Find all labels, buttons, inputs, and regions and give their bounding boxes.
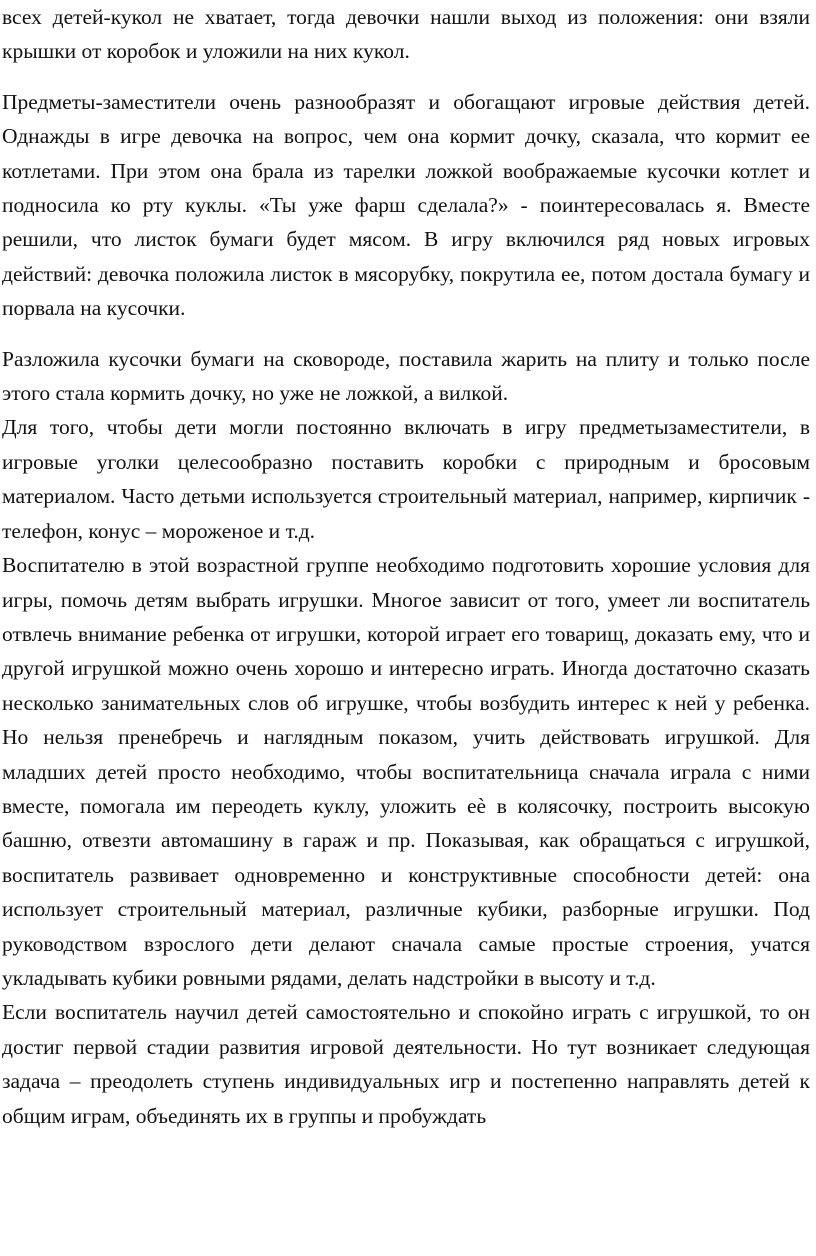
- paragraph-paper-frying: Разложила кусочки бумаги на сковороде, поставила жарить на плиту и только после этого стала кормить дочку, но уже не ложкой, а вилкой.: [2, 346, 810, 406]
- paragraph-educator-conditions: Воспитателю в этой возрастной группе необходимо подготовить хорошие условия для игры, помочь детям выбрать игрушки. Многое зависит от того, умеет ли воспитатель отвлечь внимание ребенка от игрушки, которой играет его товарищ, доказать ему, что и другой игрушкой можно очень хорошо и интересно играть. Иногда достаточно сказать несколько занимательных слов об игрушке, чтобы возбудить интерес к ней у ребенка. Но нельзя пренебречь и наглядным показом, учить действовать игрушкой. Для младших детей просто необходимо, чтобы воспитательница сначала играла с ними вместе, помогала им переодеть куклу, уложить еѐ в колясочку, построить высокую башню, отвезти автомашину в гараж и пр. Показывая, как обращаться с игрушкой, воспитатель развивает одновременно и конструктивные способности детей: она использует строительный материал, различные кубики, разборные игрушки. Под руководством взрослого дети делают сначала самые простые строения, учатся укладывать кубики ровными рядами, делать надстройки в высоту и т.д.: [2, 553, 810, 990]
- paragraph-play-corners: Для того, чтобы дети могли постоянно включать в игру предметызаместители, в игровые уголки целесообразно поставить коробки с природным и бросовым материалом. Часто детьми используется строительный материал, например, кирпичик - телефон, конус – мороженое и т.д.: [2, 415, 810, 543]
- paragraph-dolls-boxes: всех детей-кукол не хватает, тогда девочки нашли выход из положения: они взяли крышки от коробок и уложили на них кукол.: [2, 5, 810, 64]
- paragraph-substitute-objects: Предметы-заместители очень разнообразят и обогащают игровые действия детей. Однажды в игре девочка на вопрос, чем она кормит дочку, сказала, что кормит ее котлетами. При этом она брала из тарелки ложкой воображаемые кусочки котлет и подносила ко рту куклы. «Ты уже фарш сделала?» - поинтересовалась я. Вместе решили, что листок бумаги будет мясом. В игру включился ряд новых игровых действий: девочка положила листок в мясорубку, покрутила ее, потом достала бумагу и порвала на кусочки.: [2, 89, 810, 321]
- paragraph-group-games: Если воспитатель научил детей самостоятельно и спокойно играть с игрушкой, то он достиг первой стадии развития игровой деятельности. Но тут возникает следующая задача – преодолеть ступень индивидуальных игр и постепенно направлять детей к общим играм, объединять их в группы и пробуждать: [2, 1000, 810, 1128]
